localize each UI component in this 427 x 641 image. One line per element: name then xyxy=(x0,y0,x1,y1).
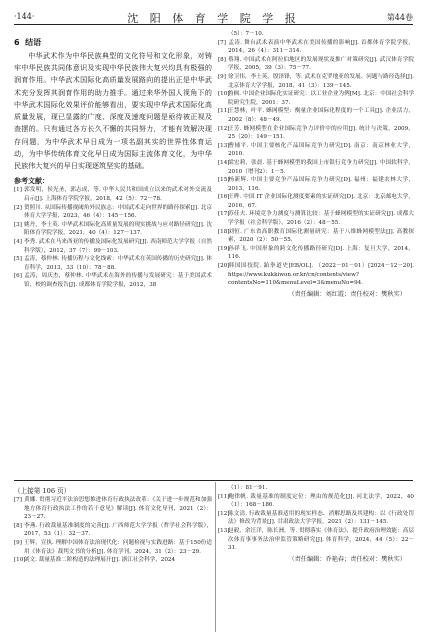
reference-item xyxy=(14,204,212,221)
reference-text: 赵毅，余汪洋，陈长洲，等. 贯彻落实《体育法》，提升政府治理效能：高层次体育事事务法治审监管策略研究[J]. 体育科学，2024，44（5）：22－31. xyxy=(228,527,414,552)
references-heading: 参考文献： xyxy=(14,176,49,185)
reference-item xyxy=(218,107,414,124)
volume-label: 第44卷 xyxy=(386,13,413,22)
reference-number: [11] xyxy=(218,493,230,500)
reference-text: 陈文清. 行政裁量基准适用的现实样态、消解思路及其建构：以《行政处罚法》修改为背景[J]. 甘肃政法大学学报，2021（2）：131－145. xyxy=(228,510,414,526)
reference-item xyxy=(218,262,414,288)
reference-text: 苏佳夫. 环境竞争力测度与测算比较：基于蜂网模型的实证研究[J]. 成都大学学报（社会科学版），2016（2）：48－55. xyxy=(228,211,414,227)
reference-item xyxy=(218,228,414,245)
reference-text: 王辉，宣执. 理解中国体育法治现代化：问题检视与实践进路：基于150份适用《体育法》裁判文书的分析[J]. 体育学刊，2024，31（2）：23－29. xyxy=(24,539,212,555)
reference-item xyxy=(218,176,414,193)
reference-item xyxy=(14,556,212,565)
reference-number: [13] xyxy=(218,142,230,149)
left-column xyxy=(14,30,212,290)
reference-item xyxy=(218,245,414,262)
reference-number: [3] xyxy=(14,221,22,228)
reference-item xyxy=(218,73,414,90)
reference-text: 鲁枫. 中国企业国际化实证研究：以工业企业为例[M]. 北京：中国社会科学院研究生院，2001：37. xyxy=(228,91,414,106)
reference-number: [20] xyxy=(218,263,230,270)
reference-item xyxy=(218,30,414,39)
reference-text: （5）：7－10. xyxy=(228,31,264,37)
reference-number: [12] xyxy=(218,510,230,517)
reference-number: [4] xyxy=(14,238,22,245)
reference-number: [19] xyxy=(218,245,230,252)
reference-list-continued-left xyxy=(14,496,212,565)
article-divider xyxy=(14,480,413,481)
reference-item xyxy=(14,186,212,203)
reference-text: 李秀. 武术在马来西亚的传播及国际化发展研究[J]. 西南师范大学学报（自然科学版），2012，37（7）：99－103. xyxy=(24,238,212,254)
reference-text: 韩国国技院. 跆拳道史[EB/OL]. （2022－01－01）[2024－12－20]. https://www.kukkiwon.or.kr/cn/contents/view?contentsNo=110&menuLevel=3&menuNo=94. xyxy=(228,263,414,287)
reference-text: 李燕. 行政裁量基准制度的完善[J]. 广西师范大学学报（哲学社会科学版），2017，53（1）：32－37. xyxy=(24,522,212,538)
reference-text: 姚丹，李士英. 中华武术国际化高质量发展的现实挑战与应对路径研究[J]. 沈阳体育学院学报，2021，40（4）：127－137. xyxy=(24,221,212,237)
reference-text: 孟涛，周庆杰，蔡仲林. 中华武术在海外的传播与发展研究：基于美国武术馆，校的调查报告[J]. 成都体育学院学报，2012，38 xyxy=(24,273,212,288)
editor-credit: （责任编辑：刘红霞；责任校对：樊秋实） xyxy=(288,290,406,298)
reference-text: 王芳. 蜂网模型在企业国际竞争力评价中的应用[J]. 统计与决策，2009，25（20）：149－151. xyxy=(228,125,414,141)
reference-number: [12] xyxy=(218,125,230,132)
section-heading xyxy=(14,39,212,48)
reference-number: [18] xyxy=(218,228,230,235)
reference-text: 刘文. 裁量基准二阶构造的法理展开[J]. 浙江社会科学，2024 xyxy=(24,557,176,564)
reference-number: [10] xyxy=(218,91,230,98)
reference-text: 曹辅平. 中国主要核化产品国际竞争力研究[D]. 南京：南京林业大学，2010. xyxy=(228,142,414,158)
section-title: 结语 xyxy=(25,38,42,47)
reference-text: 贺照川. 从国际传播视阈角外民族志：中国武术走向世界的路径探索[J]. 北京体育大学学报，2023，46（4）：145－156. xyxy=(24,204,212,220)
reference-number: [8] xyxy=(218,56,226,63)
page-header xyxy=(14,6,413,26)
reference-text: 蔡翔. 中国武术在阿拉伯地区的发展现状及推广对策研究[J]. 武汉体育学院学报，2005，39（3）：75－77. xyxy=(228,56,414,72)
reference-item xyxy=(218,193,414,210)
reference-item xyxy=(218,39,414,56)
reference-item xyxy=(218,484,414,493)
reference-number: [11] xyxy=(218,108,230,115)
reference-item xyxy=(14,255,212,272)
header-rule xyxy=(14,24,413,25)
reference-number: [16] xyxy=(218,194,230,201)
reference-text: （1）：81－91. xyxy=(228,485,268,491)
editor-credit-bottom: （责任编辑：乔艳春；责任校对：樊秋实） xyxy=(288,555,406,563)
reference-number: [10] xyxy=(14,557,26,564)
conclusion-paragraph: 中华武术作为中华民族典型的文化符号和文化形象，对铸牢中华民族共同体意识及实现中华民族伟大复兴均具有极强的润育作用。中华武术国际化高质量发展路向的提出正是中华武术充分发挥其润育作用的助力推手。通过来华外国人视角下的中华武术国际化效果评价能够看出，要实现中华武术国际化高质量发展，现已显露的广度、深度及速度问题是亟待被正视及查摆的。只有通过各方长久不懈的共同努力，才能有效解决现存问题，为中华武术早日成为一项名副其实的世界性体育运动，为中华传统体育文化早日成为国际主流体育文化，为中华民族伟大复兴的早日实现逐筑坚实的基础。 xyxy=(14,50,212,171)
reference-number: [5] xyxy=(14,256,22,263)
continued-label: （上接第 106 页） xyxy=(14,487,71,495)
reference-text: 孟涛，蔡仲林. 传播历程与文化线索：中华武术在英国传播的历史研究[J]. 体育科学，2013，33（10）：78－88. xyxy=(24,256,212,271)
reference-item xyxy=(218,527,414,553)
page-number: ·144· xyxy=(14,12,35,21)
reference-item xyxy=(218,90,414,107)
reference-number: [1] xyxy=(14,187,22,194)
reference-text: 王慧林，叶平. 蜂网模型：衡量企业国际化程度的一个工具[J]. 企业活力，2002（8）：48－49. xyxy=(228,108,414,123)
reference-number: [8] xyxy=(14,522,22,529)
reference-item xyxy=(218,142,414,159)
reference-number: [9] xyxy=(218,73,226,80)
reference-number: [7] xyxy=(218,39,226,46)
section-number: 6 xyxy=(14,38,20,47)
reference-text: 郭发明，侯光圣，郭志成，等. 中华人民共和国成立以来的武术对外交流及启示[J]. 上海体育学院学报，2018，42（5）：72－78. xyxy=(24,187,212,202)
continued-left-column xyxy=(14,496,212,565)
reference-text: 黄娜. 贯彻习近平法治思想推进体育行政执法改革：《关于进一步规范和加强地方体育行政执法工作的若干意见》解读[J]. 体育文化导刊，2021（2）：23－27. xyxy=(24,497,212,521)
column-divider xyxy=(215,482,216,632)
reference-item xyxy=(14,496,212,522)
reference-number: [2] xyxy=(14,204,22,211)
continued-right-column xyxy=(218,484,414,564)
reference-number: [13] xyxy=(218,527,230,534)
reference-item xyxy=(218,159,414,176)
reference-list-right xyxy=(218,30,414,288)
reference-item xyxy=(14,238,212,255)
reference-text: 刘恒. 广东省高职教育国际化测量研究：基于八维蜂网模型法[J]. 高教探索，2020（2）：50－55. xyxy=(228,228,414,244)
journal-title: 沈 阳 体 育 学 院 学 报 xyxy=(127,12,300,25)
reference-text: 王晔. 中国 IT 企业国际化测度要素的实证研究[D]. 北京：北京邮电大学，2016，67. xyxy=(228,194,414,209)
reference-item xyxy=(14,221,212,238)
reference-number: [6] xyxy=(14,273,22,280)
reference-text: 徐卫伟，李士英，殷泽锋，等. 武术在克罗地亚的发展、问题与路径选择[J]. 北京体育大学学报，2018，41（3）：139－145. xyxy=(228,73,414,89)
reference-item xyxy=(14,539,212,556)
reference-number: [9] xyxy=(14,539,22,546)
reference-text: 鲍律帆. 裁量基准的制度定位：理由的规范化[J]. 河北法学，2022，40（1）：168－186. xyxy=(228,493,414,509)
reference-item xyxy=(218,125,414,142)
reference-number: [14] xyxy=(218,159,230,166)
reference-text: 杨新辉. 中国主要竞争产品国际竞争力研究[D]. 福州：福建农林大学，2013，116. xyxy=(228,177,414,192)
reference-list-continued-right xyxy=(218,484,414,553)
reference-item xyxy=(218,493,414,510)
reference-number: [7] xyxy=(14,497,22,503)
reference-text: 孙祥飞. 中国形象的跨文化传播路径研究[D]. 上海：复旦大学，2014，116. xyxy=(228,245,414,261)
reference-list-left xyxy=(14,186,212,289)
reference-text: 梁宏莉，张晨. 基于蜂网模型的我国上市银行竞争力研究[J]. 中国软科学，2010（增刊2）：1－5. xyxy=(228,159,414,175)
reference-item xyxy=(218,56,414,73)
reference-text: 孟涛. 舞台武术表演中华武术在美国传播的影响[J]. 首都体育学院学报，2014，26（4）：311－314. xyxy=(228,39,414,55)
reference-number: [15] xyxy=(218,177,230,184)
reference-item xyxy=(218,210,414,227)
reference-item xyxy=(14,272,212,289)
reference-item xyxy=(14,522,212,539)
reference-item xyxy=(218,510,414,527)
right-column xyxy=(218,30,414,300)
reference-number: [17] xyxy=(218,211,230,218)
